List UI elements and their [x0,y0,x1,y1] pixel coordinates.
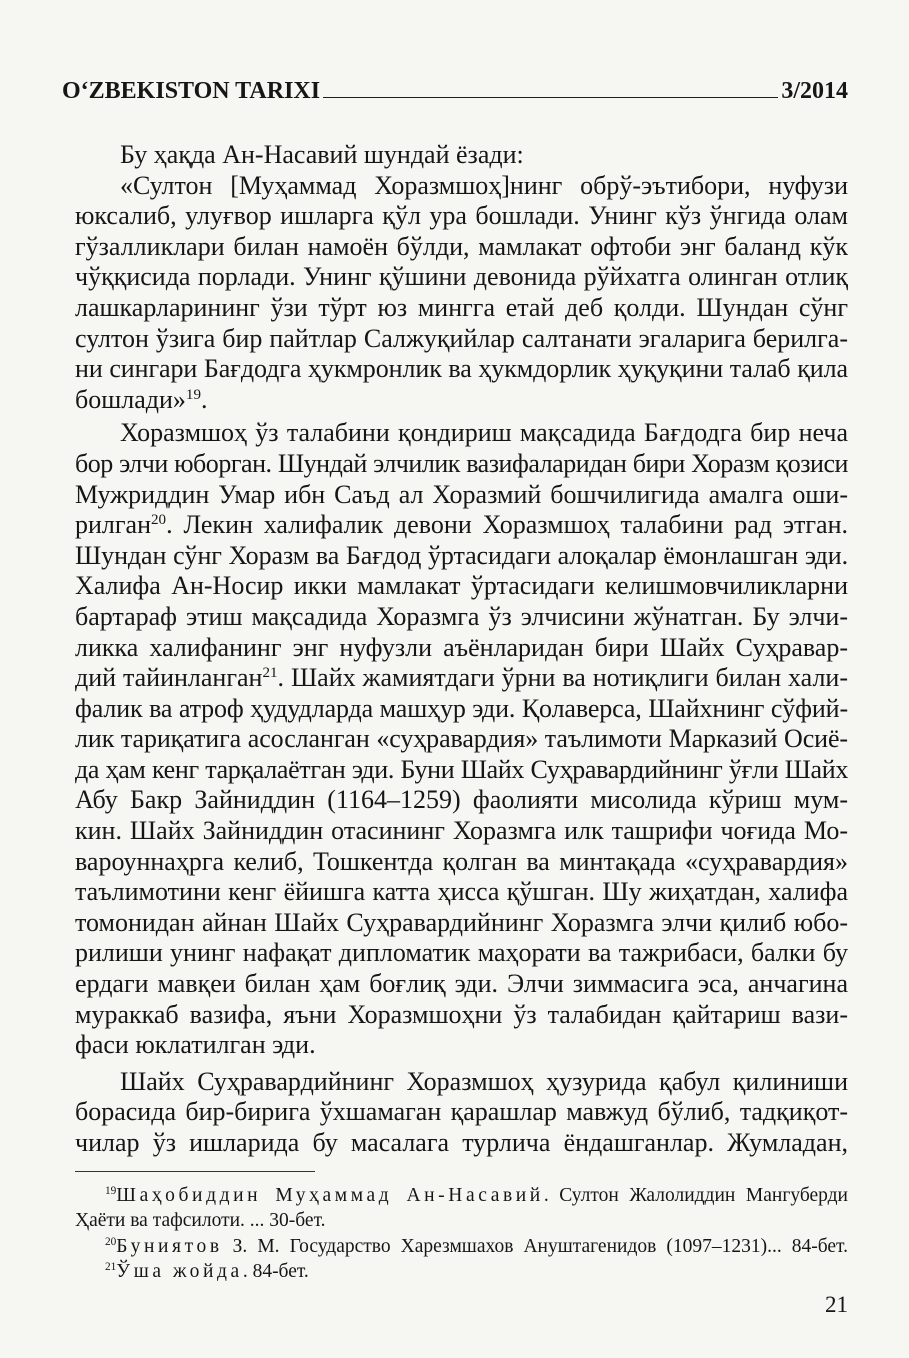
footnote-19 [75,1183,848,1208]
text-line: юксалиб, улуғвор ишларга қўл ура бошлади. Унинг кўз ўнгида олам [75,201,848,231]
footnote-text: . Султон Жалолиддин Мангуберди [543,1185,848,1206]
text-segment: . Шайх жамиятдаги ўрни ва нотиқлиги билан хали- [277,663,848,693]
text-line: бартараф этиш мақсадида Хоразмга ўз элчисини жўнатган. Бу элчи- [75,601,848,631]
header-rule [323,97,778,98]
footnote-separator [75,1171,315,1172]
text-line [75,385,848,416]
text-segment: дий тайинланган [75,663,263,693]
text-line: чўққисида порлади. Унинг қўшини девонида рўйхатга олинган отлиқ [75,262,848,292]
footnote-lead: Буниятов [116,1235,223,1257]
quotation-paragraph [75,171,848,416]
footnote-ref: 19 [185,386,201,403]
text-line: Шундан сўнг Хоразм ва Бағдод ўртасидаги алоқалар ёмонлашган эди. [75,540,848,570]
text-line: Шайх Суҳравардийнинг Хоразмшоҳ ҳузурида қабул қилиниши [120,1066,848,1096]
text-line: чилар ўз ишларида бу масалага турлича ёндашганлар. Жумладан, [75,1128,848,1157]
text-line: мураккаб вазифа, яъни Хоразмшоҳни ўз талабидан қайтариш вази- [75,999,848,1029]
text-segment: бошлади» [75,384,186,414]
text-line: лик тариқатига асосланган «суҳравардия» таълимоти Марказий Осиё- [75,724,848,754]
text-line: Абу Бакр Зайниддин (1164–1259) фаолияти мисолида кўриш мум- [75,785,848,815]
text-line: лашкарларининг ўзи тўрт юз мингга етай деб қолди. Шундан сўнг [75,292,848,322]
text-line: фаси юклатилган эди. [75,1030,316,1060]
text-line: рилиши унинг нафақат дипломатик маҳорати ва тажрибаси, балки бу [75,938,848,968]
paragraph [75,140,848,171]
page-number: 21 [825,1292,848,1317]
journal-title: O‘ZBEKISTON TARIXI [62,78,321,104]
text-line: томонидан айнан Шайх Суҳравардийнинг Хоразмга элчи қилиб юбо- [75,907,848,937]
footnotes [75,1183,848,1284]
footnote-20 [75,1234,848,1259]
text-line: ни сингари Бағдодга ҳукмронлик ва ҳукмдорлик ҳуқуқини талаб қила [75,354,848,384]
footnote-lead: Ўша жойда [116,1260,243,1282]
text-line [75,663,848,694]
text-line: ердаги мавқеи билан ҳам боғлиқ эди. Элчи зиммасига эса, анчагина [75,969,848,999]
footnote-ref: 21 [262,665,278,682]
footnote-text: З. М. Государство Харезмшахов Ануштагенидов (1097–1231)... 84-бет. [222,1235,848,1257]
footnote-text: . 84-бет. [242,1260,309,1282]
text-line: Хоразмшоҳ ўз талабини қондириш мақсадида Бағдодга бир неча [120,418,848,448]
text-line: вароуннаҳрга келиб, Тошкентда қолган ва минтақада «суҳравардия» [75,846,848,876]
text-line: гўзалликлари билан намоён бўлди, мамлакат офтоби энг баланд кўк [75,231,848,261]
text-line: «Султон [Муҳаммад Хоразмшоҳ]нинг обрў-эътибори, нуфузи [120,170,848,200]
text-line: фалик ва атроф ҳудудларда машҳур эди. Қолаверса, Шайхнинг сўфий- [75,693,848,723]
text-line: кин. Шайх Зайниддин отасининг Хоразмга илк ташрифи чоғида Мо- [75,816,848,846]
text-segment: . [200,384,208,414]
text-segment: . Лекин халифалик девони Хоразмшоҳ талабини рад этган. [166,510,848,540]
text-line: Бу ҳақда Ан-Насавий шундай ёзади: [120,140,524,169]
text-line: борасида бир-бирига ўхшамаган қарашлар мавжуд бўлиб, тадқиқот- [75,1097,848,1127]
text-line: бор элчи юборган. Шундай элчилик вазифаларидан бири Хоразм қозиси [75,448,848,478]
footnote-lead: Шаҳобиддин Муҳаммад Ан-Насавий [116,1185,544,1206]
footnote-21 [75,1259,848,1284]
text-line: таълимотини кенг ёйишга катта ҳисса қўшган. Шу жиҳатдан, халифа [75,877,848,907]
paragraph [75,418,848,1060]
footnote-number: 19 [105,1185,117,1198]
text-line: да ҳам кенг тарқалаётган эди. Буни Шайх Суҳравардийнинг ўғли Шайх [75,754,848,784]
footnote-ref: 20 [151,512,167,529]
text-segment: рилган [75,510,152,540]
paragraph [75,1067,848,1159]
article-body [75,140,848,1159]
text-line [75,510,848,541]
running-header [62,78,848,104]
text-line: Халифа Ан-Носир икки мамлакат ўртасидаги келишмовчиликларни [75,571,848,601]
text-line: Мужриддин Умар ибн Саъд ал Хоразмий бошчилигида амалга оши- [75,479,848,509]
issue-number: 3/2014 [781,78,848,104]
footnote-19-continuation: Ҳаёти ва тафсилоти. ... 30-бет. [75,1210,326,1232]
text-line: ликка халифанинг энг нуфузли аъёнларидан бири Шайх Суҳравар- [75,632,848,662]
footnote-number: 20 [105,1235,117,1248]
text-line: султон ўзига бир пайтлар Салжуқийлар салтанати эгаларига берилга- [75,323,848,353]
footnote-number: 21 [105,1261,117,1274]
